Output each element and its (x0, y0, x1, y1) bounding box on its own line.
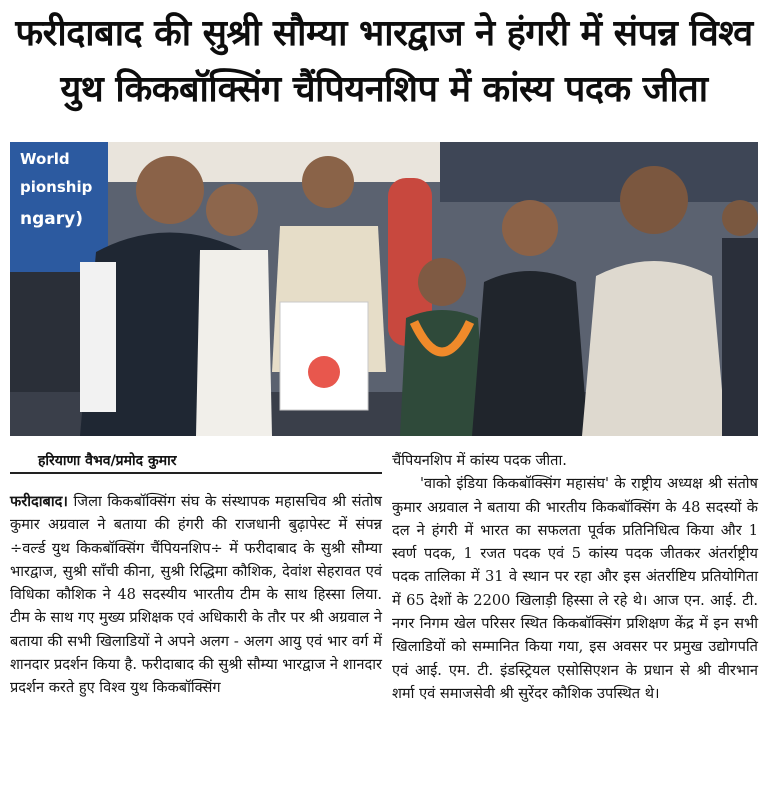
article-column-2 (392, 449, 758, 705)
banner-text-2: pionship (20, 178, 93, 196)
person-7-head (722, 200, 758, 236)
dateline: फरीदाबाद। (10, 493, 68, 510)
person-5-body (472, 271, 588, 436)
article-paragraph-2: 'वाको इंडिया किकबॉक्सिंग महासंघ' के राष्ट्रीय अध्यक्ष श्री संतोष कुमार अग्रवाल ने बताया की भारतीय किकबॉक्सिंग के 48 सदस्यों के दल ने हंगरी में भारत का सफलता पूर्वक प्रतिनिधित्व किया और 1 स्वर्ण पदक, 1 रजत पदक एवं 5 कांस्य पदक जीतकर अंतर्राष्ट्रीय पदक तालिका में 31 वे स्थान पर रहा और इस अंतर्राष्टिय प्रतियोगिता में 65 देशों के 2200 खिलाड़ी हिस्सा ले रहे थे। आज एन. आई. टी. नगर निगम खेल परिसर स्थित किकबॉक्सिंग प्रशिक्षण केंद्र में इन सभी खिलाडियों को सम्मानित किया गया, इस अवसर पर प्रमुख उद्योगपति एवं आई. एम. टी. इंडस्ट्रियल एसोसिएशन के प्रधान से श्री वीरभान शर्मा एवं समाजसेवी श्री सुरेंदर कौशिक उपस्थित थे। (392, 475, 758, 702)
byline-divider (10, 472, 382, 474)
headline-line-1: फरीदाबाद की सुश्री सौम्या भारद्वाज ने हंगरी में संपन्न विश्व (15, 13, 753, 54)
person-2-head (206, 184, 258, 236)
person-5-head (502, 200, 558, 256)
award-ceremony-photo (10, 142, 758, 436)
article-paragraph-1 (10, 490, 382, 700)
person-2-body (196, 250, 272, 436)
headline (0, 6, 768, 118)
byline: हरियाणा वैभव/प्रमोद कुमार (38, 453, 177, 469)
banner-text-3: ngary) (20, 209, 83, 229)
banner-text-1: World (20, 150, 70, 168)
person-7-body (722, 238, 758, 436)
article-continuation: चैंपियनशिप में कांस्य पदक जीता. (392, 452, 567, 469)
news-photo (10, 142, 758, 436)
headline-line-2: युथ किकबॉक्सिंग चैंपियनशिप में कांस्य पदक जीता (60, 69, 708, 110)
photo-hall-back (440, 142, 758, 202)
certificate-logo (308, 356, 340, 388)
person-1-sleeve (80, 262, 116, 412)
person-6-body (582, 261, 726, 436)
person-6-head (620, 166, 688, 234)
person-1-head (136, 156, 204, 224)
person-4-head (418, 258, 466, 306)
person-3-head (302, 156, 354, 208)
paragraph-1-text: जिला किकबॉक्सिंग संघ के संस्थापक महासचिव श्री संतोष कुमार अग्रवाल ने बताया की हंगरी की राजधानी बुढ़ापेस्ट में संपन्न ÷वर्ल्ड युथ किकबॉक्सिंग चैंपियनशिप÷ में फरीदाबाद के सुश्री सौम्या भारद्वाज, सुश्री साँची कीना, सुश्री रिद्धिमा कौशिक, देवांश सेहरावत एवं विधिका कौशिक ने 48 सदस्यीय भारतीय टीम के साथ हिस्सा लिया. टीम के साथ गए मुख्य प्रशिक्षक एवं अधिकारी के तौर पर श्री अग्रवाल ने बताया की सभी खिलाडियों ने अपने अलग - अलग आयु एवं भार वर्ग में शानदार प्रदर्शन किया है. फरीदाबाद की सुश्री सौम्या भारद्वाज ने शानदार प्रदर्शन करते हुए विश्व युथ किकबॉक्सिंग (10, 493, 382, 697)
article-column-1 (10, 490, 382, 700)
